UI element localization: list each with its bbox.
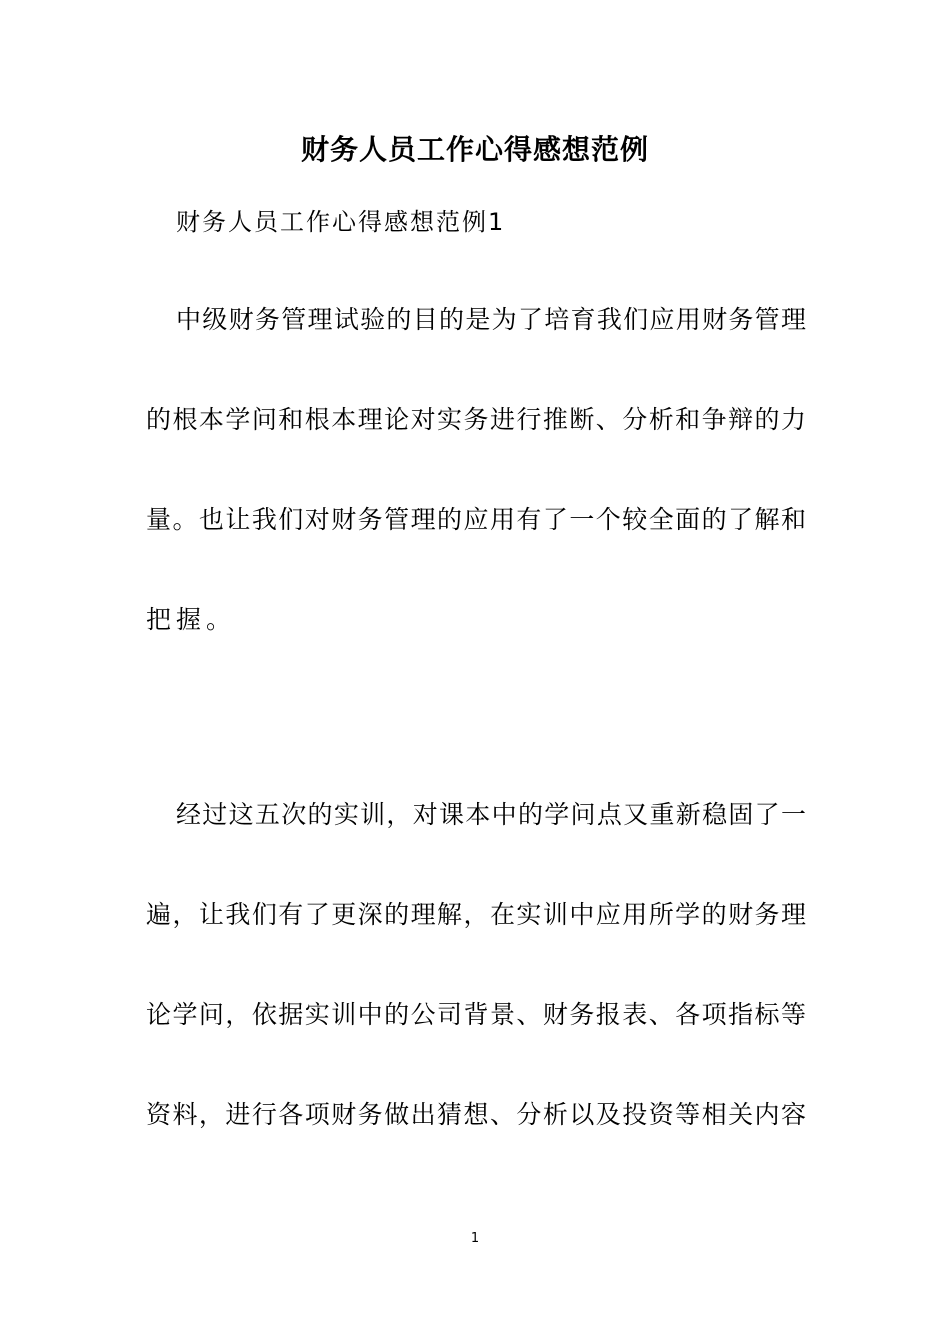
- paragraph-line: 资料，进行各项财务做出猜想、分析以及投资等相关内容: [146, 1100, 806, 1129]
- page-number: 1: [470, 1231, 480, 1246]
- paragraph-line: 遍，让我们有了更深的理解，在实训中应用所学的财务理: [146, 900, 806, 929]
- paragraph-line: 量。也让我们对财务管理的应用有了一个较全面的了解和: [146, 505, 806, 534]
- paragraph-line: 中级财务管理试验的目的是为了培育我们应用财务管理: [176, 305, 806, 334]
- paragraph-line: 的根本学问和根本理论对实务进行推断、分析和争辩的力: [146, 405, 806, 434]
- document-title: 财务人员工作心得感想范例: [300, 133, 649, 166]
- section-heading: 财务人员工作心得感想范例1: [176, 208, 506, 236]
- paragraph-line: 把握。: [146, 605, 237, 634]
- paragraph-line: 经过这五次的实训，对课本中的学问点又重新稳固了一: [176, 800, 806, 829]
- paragraph-line: 论学问，依据实训中的公司背景、财务报表、各项指标等: [146, 1000, 806, 1029]
